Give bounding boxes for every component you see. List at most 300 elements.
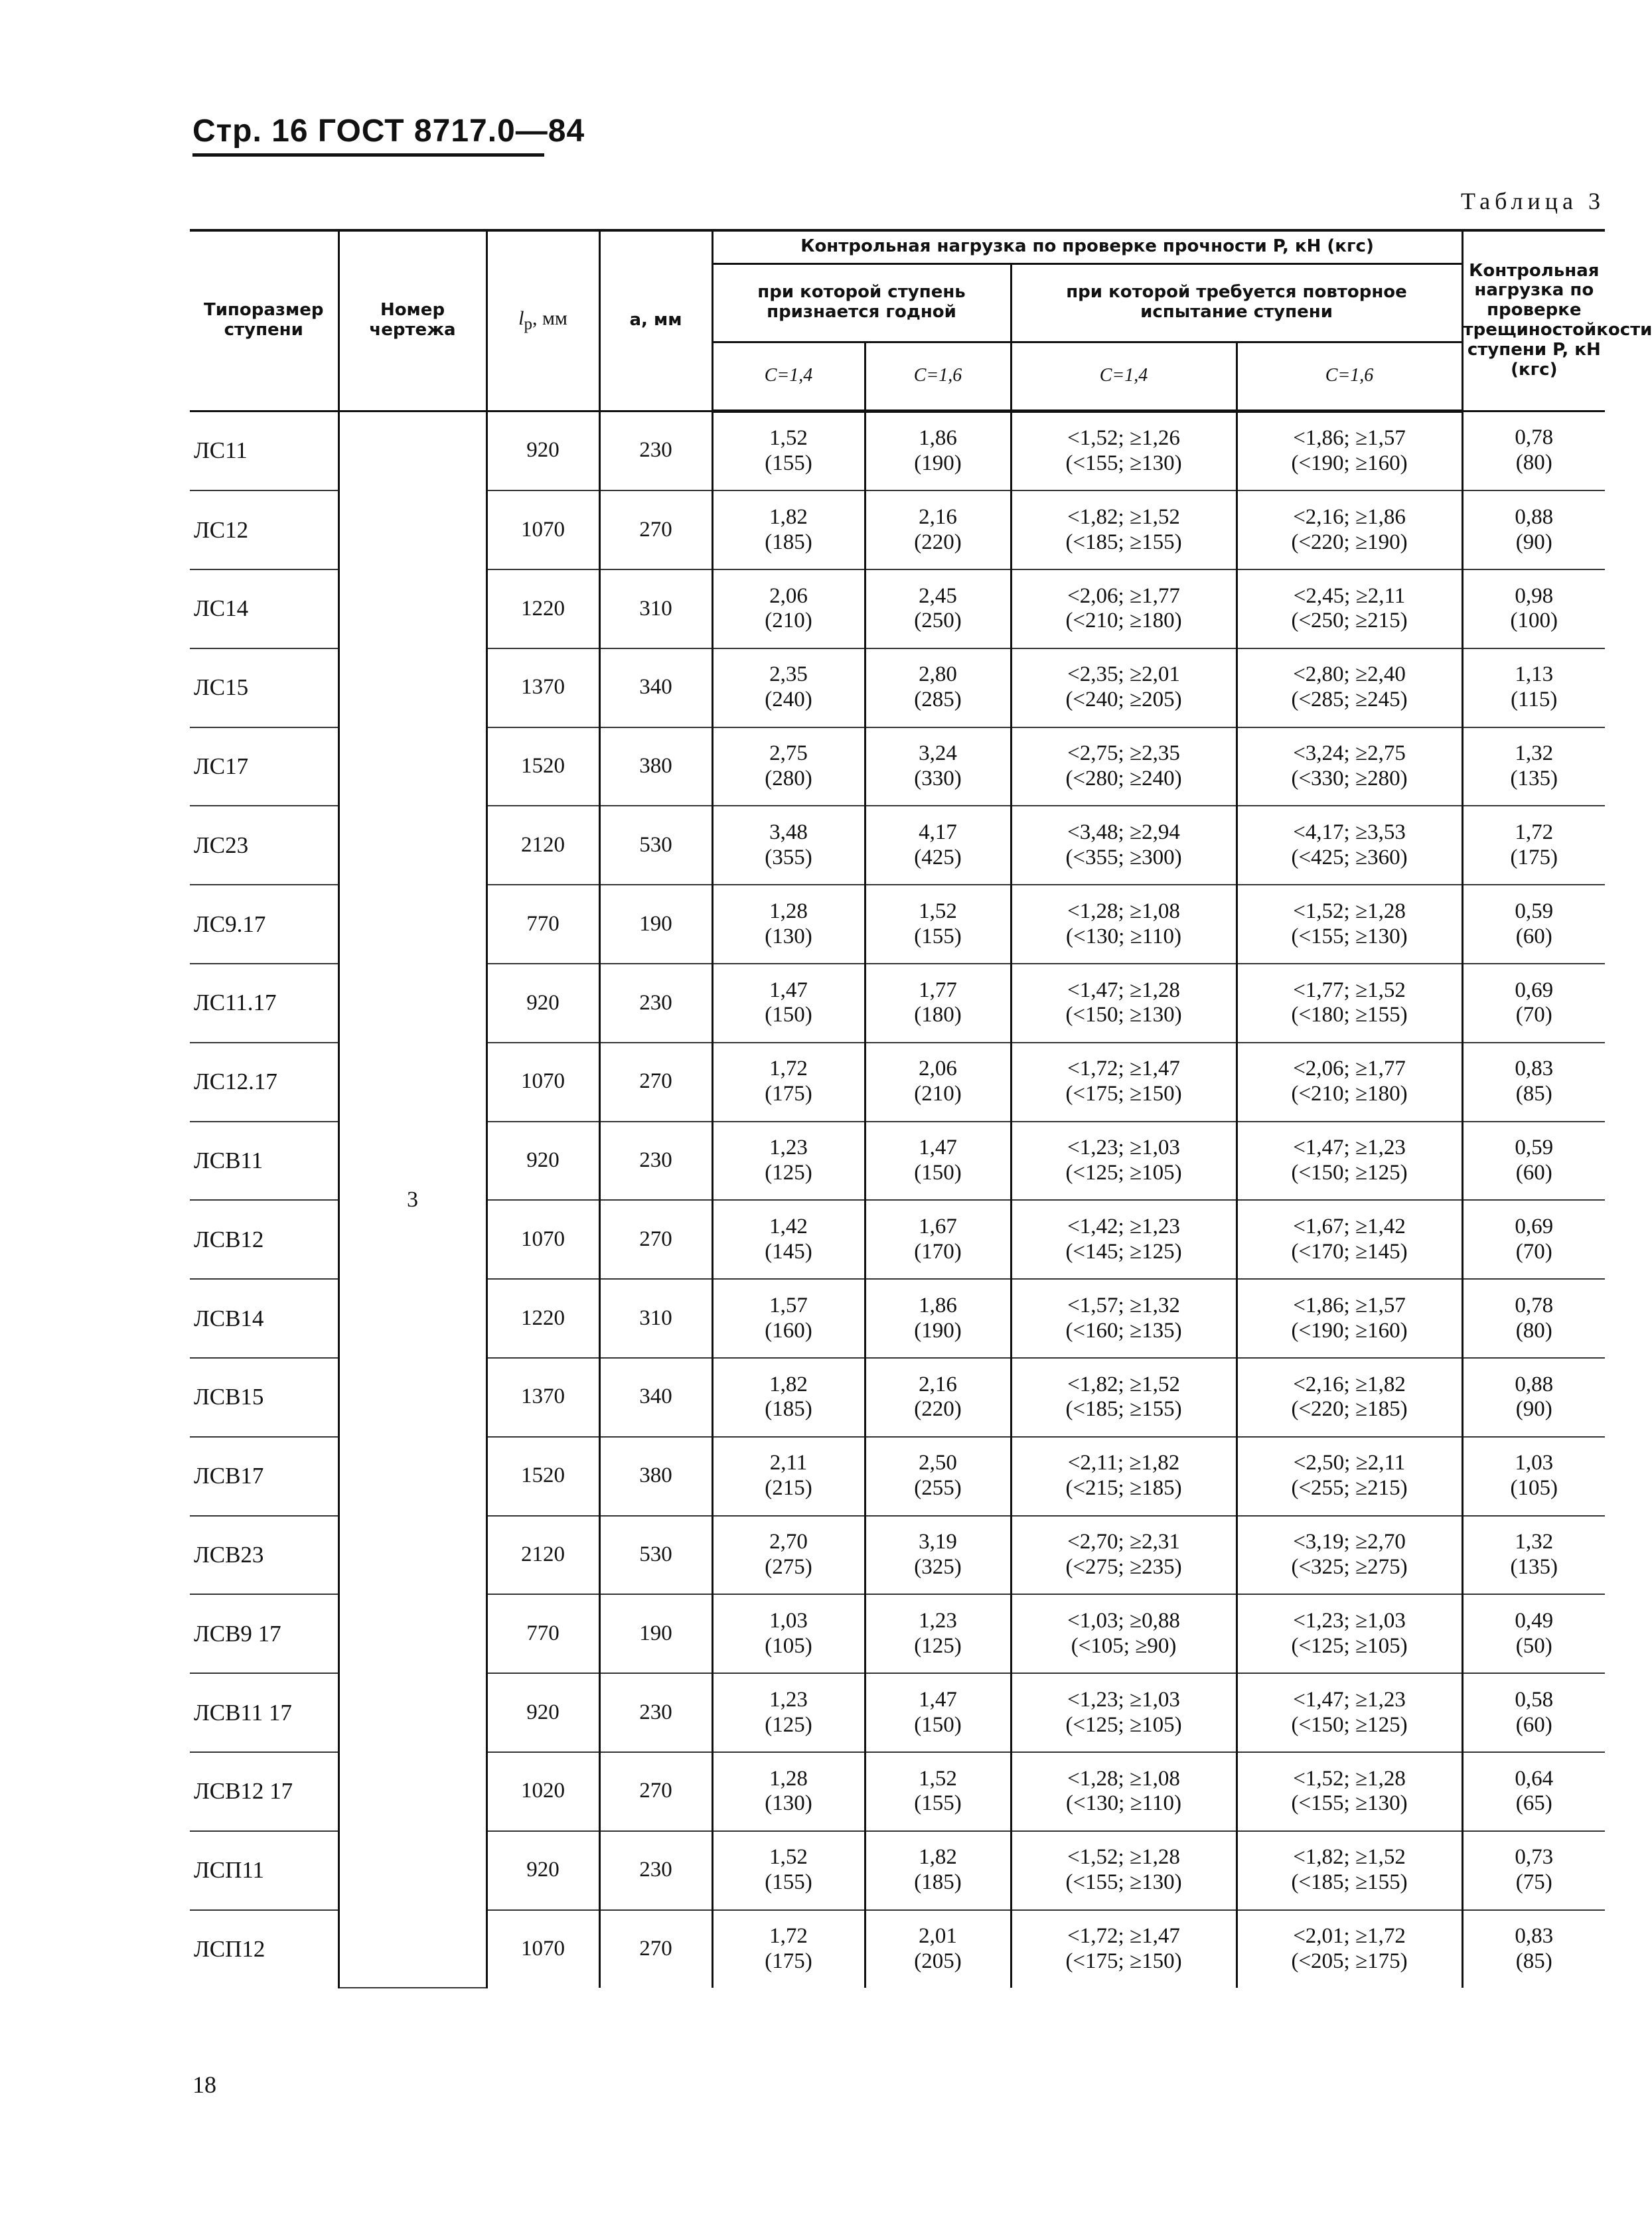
value-kn: <2,16; ≥1,82 <box>1293 1372 1406 1396</box>
value-kn: 1,52 <box>919 899 957 923</box>
cell-retest-c16 <box>1237 1673 1462 1752</box>
page-number: 18 <box>192 2071 216 2098</box>
cell-lp: 1070 <box>487 1200 599 1279</box>
value-kgf: (130) <box>765 1791 812 1816</box>
cell-fit-c16 <box>865 411 1011 490</box>
cell-size: ЛСВ9 17 <box>190 1594 338 1673</box>
cell-a: 380 <box>599 727 712 806</box>
load-table <box>190 229 1652 1988</box>
cell-size: ЛСП12 <box>194 1935 265 1962</box>
value-kgf: (185) <box>765 530 812 554</box>
cell-size: ЛСВ17 <box>190 1437 338 1516</box>
cell-fit-c14 <box>712 1358 865 1437</box>
value-kn: 1,57 <box>769 1293 808 1317</box>
value-kn: <1,72; ≥1,47 <box>1067 1924 1180 1949</box>
cell-fit-c14 <box>712 569 865 648</box>
value-kn: 1,52 <box>919 1766 957 1791</box>
value-kgf: (150) <box>914 1161 962 1185</box>
cell-size: ЛСП11 <box>190 1831 338 1910</box>
cell-fit-c14 <box>712 806 865 885</box>
cell-lp: 920 <box>487 1673 599 1752</box>
cell-a: 190 <box>599 885 712 964</box>
col-header-lp <box>487 230 599 411</box>
cell-fit-c16 <box>865 1516 1011 1595</box>
value-kn: 4,17 <box>919 820 957 844</box>
value-kgf: (<180; ≥155) <box>1291 1003 1408 1027</box>
value-kn: <1,52; ≥1,28 <box>1293 1766 1406 1791</box>
value-kn: 0,83 <box>1515 1057 1554 1081</box>
cell-lp: 1520 <box>487 727 599 806</box>
cell-fit-c14 <box>712 1437 865 1516</box>
value-kgf: (<190; ≥160) <box>1291 1318 1408 1343</box>
cell-size: ЛС11.17 <box>190 964 338 1043</box>
cell-retest-c14 <box>1011 1200 1237 1279</box>
page-header <box>192 113 585 157</box>
cell-lp: 1070 <box>487 1910 599 1988</box>
cell-size: ЛС12 <box>190 490 338 569</box>
cell-lp: 1020 <box>487 1752 599 1831</box>
cell-fit-c16 <box>865 1122 1011 1201</box>
value-kn: 1,67 <box>919 1214 957 1238</box>
cell-fit-c14 <box>712 1279 865 1358</box>
value-kgf: (155) <box>765 451 812 475</box>
cell-fit-c14 <box>712 1673 865 1752</box>
value-kn: <2,70; ≥2,31 <box>1067 1530 1180 1554</box>
value-kgf: (<275; ≥235) <box>1065 1555 1182 1580</box>
cell-lp: 1070 <box>487 1043 599 1122</box>
value-kgf: (<210; ≥180) <box>1291 1082 1408 1106</box>
cell-lp: 770 <box>487 885 599 964</box>
value-kn: 0,58 <box>1515 1687 1554 1712</box>
value-kn: 2,01 <box>919 1924 957 1949</box>
value-kgf: (<150; ≥130) <box>1065 1003 1182 1027</box>
value-kn: <2,75; ≥2,35 <box>1067 741 1180 766</box>
cell-retest-c14 <box>1011 1043 1237 1122</box>
value-kgf: (<160; ≥135) <box>1065 1318 1182 1343</box>
cell-fit-c16 <box>865 727 1011 806</box>
value-kgf: (<285; ≥245) <box>1291 688 1408 712</box>
cell-a: 270 <box>599 490 712 569</box>
cell-lp: 770 <box>487 1594 599 1673</box>
value-kn: <3,48; ≥2,94 <box>1067 820 1180 844</box>
cell-crack-load <box>1462 1594 1605 1673</box>
value-kn: 0,83 <box>1515 1924 1554 1949</box>
value-kn: <1,82; ≥1,52 <box>1067 1372 1180 1396</box>
value-kn: <2,11; ≥1,82 <box>1067 1451 1180 1475</box>
value-kgf: (<325; ≥275) <box>1291 1555 1408 1580</box>
value-kn: <2,45; ≥2,11 <box>1293 583 1406 608</box>
col-header-retest-c14: C=1,4 <box>1011 342 1237 411</box>
header-rule <box>192 153 544 157</box>
cell-retest-c14 <box>1011 411 1237 490</box>
cell-retest-c16 <box>1237 490 1462 569</box>
cell-retest-c16 <box>1237 885 1462 964</box>
cell-size: ЛС15 <box>190 648 338 727</box>
value-kgf: (205) <box>914 1949 962 1974</box>
cell-retest-c16 <box>1237 1516 1462 1595</box>
cell-fit-c14 <box>712 964 865 1043</box>
value-kn: 1,03 <box>1515 1451 1554 1475</box>
lp-symbol: l <box>518 307 524 329</box>
value-kn: 1,86 <box>919 425 957 450</box>
cell-fit-c14 <box>712 490 865 569</box>
value-kn: 0,78 <box>1515 1293 1554 1317</box>
col-header-retest-c16: C=1,6 <box>1237 342 1462 411</box>
cell-fit-c16 <box>865 648 1011 727</box>
cell-a: 340 <box>599 648 712 727</box>
value-kgf: (<155; ≥130) <box>1291 924 1408 948</box>
cell-retest-c16 <box>1237 411 1462 490</box>
cell-fit-c16 <box>865 806 1011 885</box>
value-kgf: (355) <box>765 845 812 869</box>
col-header-crack-load: Контрольная нагрузка по проверке трещиностойкости ступени P, кН (кгс) <box>1462 230 1605 411</box>
value-kgf: (150) <box>765 1003 812 1027</box>
value-kgf: (240) <box>765 688 812 712</box>
value-kn: <1,52; ≥1,28 <box>1293 899 1406 923</box>
cell-crack-load <box>1462 1831 1605 1910</box>
cell-crack-load <box>1462 490 1605 569</box>
cell-a: 270 <box>599 1200 712 1279</box>
value-kgf: (65) <box>1515 1791 1552 1816</box>
cell-a: 230 <box>599 1122 712 1201</box>
table-row <box>190 411 1605 490</box>
value-kgf: (<185; ≥155) <box>1291 1870 1408 1895</box>
value-kn: 1,72 <box>1515 820 1554 844</box>
cell-a: 230 <box>599 1831 712 1910</box>
cell-size: ЛСВ12 17 <box>190 1752 338 1831</box>
cell-retest-c16 <box>1237 569 1462 648</box>
cell-retest-c16 <box>1237 1831 1462 1910</box>
cell-lp: 1370 <box>487 648 599 727</box>
cell-fit-c14 <box>712 1516 865 1595</box>
value-kgf: (85) <box>1515 1949 1552 1974</box>
value-kgf: (150) <box>914 1712 962 1737</box>
value-kn: <1,42; ≥1,23 <box>1067 1214 1180 1238</box>
cell-crack-load <box>1462 1279 1605 1358</box>
value-kgf: (60) <box>1515 1712 1552 1737</box>
cell-crack-load <box>1462 1752 1605 1831</box>
value-kgf: (175) <box>1510 845 1558 869</box>
value-kn: <1,86; ≥1,57 <box>1293 1293 1406 1317</box>
cell-fit-c14 <box>712 411 865 490</box>
value-kgf: (<150; ≥125) <box>1291 1712 1408 1737</box>
value-kn: 0,59 <box>1515 899 1554 923</box>
cell-size: ЛС14 <box>190 569 338 648</box>
value-kgf: (255) <box>914 1476 962 1501</box>
cell-retest-c14 <box>1011 1437 1237 1516</box>
cell-retest-c14 <box>1011 1279 1237 1358</box>
value-kn: <2,16; ≥1,86 <box>1293 504 1406 529</box>
value-kgf: (<215; ≥185) <box>1065 1476 1182 1501</box>
cell-retest-c16 <box>1237 648 1462 727</box>
cell-crack-load <box>1462 648 1605 727</box>
header-text: Стр. 16 ГОСТ 8717.0—84 <box>192 113 585 149</box>
value-kgf: (<105; ≥90) <box>1071 1633 1177 1658</box>
value-kgf: (70) <box>1515 1239 1552 1264</box>
lp-unit: , мм <box>532 307 567 329</box>
value-kn: 1,72 <box>769 1057 808 1081</box>
value-kgf: (<210; ≥180) <box>1065 609 1182 633</box>
cell-lp: 1220 <box>487 569 599 648</box>
cell-retest-c16 <box>1237 1200 1462 1279</box>
cell-retest-c16 <box>1237 1358 1462 1437</box>
value-kn: 0,78 <box>1515 425 1554 450</box>
value-kn: <1,72; ≥1,47 <box>1067 1057 1180 1081</box>
value-kgf: (105) <box>765 1633 812 1658</box>
value-kn: 2,11 <box>769 1451 808 1475</box>
value-kn: 1,32 <box>1515 741 1554 766</box>
value-kgf: (<220; ≥185) <box>1291 1397 1408 1422</box>
value-kgf: (<255; ≥215) <box>1291 1476 1408 1501</box>
value-kgf: (280) <box>765 767 812 791</box>
value-kn: <1,47; ≥1,23 <box>1293 1136 1406 1160</box>
cell-retest-c14 <box>1011 490 1237 569</box>
value-kgf: (<130; ≥110) <box>1066 924 1181 948</box>
cell-fit-c16 <box>865 490 1011 569</box>
cell-retest-c14 <box>1011 806 1237 885</box>
value-kgf: (<125; ≥105) <box>1065 1161 1182 1185</box>
value-kn: 1,03 <box>769 1608 808 1633</box>
cell-fit-c14 <box>712 1043 865 1122</box>
value-kgf: (<190; ≥160) <box>1291 451 1408 475</box>
value-kgf: (<425; ≥360) <box>1291 845 1408 869</box>
value-kgf: (220) <box>914 530 962 554</box>
cell-a: 230 <box>599 411 712 490</box>
cell-a: 230 <box>599 964 712 1043</box>
cell-fit-c16 <box>865 1752 1011 1831</box>
cell-size: ЛСВ23 <box>190 1516 338 1595</box>
cell-retest-c14 <box>1011 1594 1237 1673</box>
value-kn: 0,64 <box>1515 1766 1554 1791</box>
cell-fit-c16 <box>865 885 1011 964</box>
cell-crack-load <box>1462 569 1605 648</box>
cell-retest-c14 <box>1011 1752 1237 1831</box>
value-kn: <3,24; ≥2,75 <box>1293 741 1406 766</box>
cell-lp: 920 <box>487 1122 599 1201</box>
value-kn: <2,06; ≥1,77 <box>1293 1057 1406 1081</box>
cell-retest-c14 <box>1011 569 1237 648</box>
value-kn: <1,28; ≥1,08 <box>1067 899 1180 923</box>
cell-retest-c14 <box>1011 648 1237 727</box>
value-kn: <1,67; ≥1,42 <box>1293 1214 1406 1238</box>
value-kn: <2,35; ≥2,01 <box>1067 662 1180 687</box>
cell-crack-load <box>1462 1673 1605 1752</box>
col-header-strength-group: Контрольная нагрузка по проверке прочности P, кН (кгс) <box>712 230 1462 263</box>
value-kgf: (<170; ≥145) <box>1291 1239 1408 1264</box>
col-header-retest: при которой требуется повторное испытание ступени <box>1011 263 1462 342</box>
cell-retest-c14 <box>1011 885 1237 964</box>
value-kgf: (<185; ≥155) <box>1065 530 1182 554</box>
value-kgf: (155) <box>914 1791 962 1816</box>
cell-retest-c16 <box>1237 1752 1462 1831</box>
cell-retest-c14 <box>1011 1910 1237 1988</box>
cell-retest-c16 <box>1237 1910 1462 1988</box>
cell-crack-load <box>1462 1516 1605 1595</box>
value-kgf: (125) <box>914 1633 962 1658</box>
cell-retest-c14 <box>1011 1516 1237 1595</box>
value-kn: <2,80; ≥2,40 <box>1293 662 1406 687</box>
value-kgf: (85) <box>1515 1082 1552 1106</box>
cell-size: ЛСВ11 17 <box>190 1673 338 1752</box>
cell-fit-c14 <box>712 1752 865 1831</box>
col-header-size: Типоразмер ступени <box>190 230 338 411</box>
cell-lp: 1220 <box>487 1279 599 1358</box>
cell-retest-c16 <box>1237 727 1462 806</box>
value-kgf: (<240; ≥205) <box>1065 688 1182 712</box>
cell-lp: 2120 <box>487 1516 599 1595</box>
cell-fit-c14 <box>712 1594 865 1673</box>
cell-retest-c14 <box>1011 727 1237 806</box>
value-kgf: (185) <box>765 1397 812 1422</box>
cell-crack-load <box>1462 411 1605 490</box>
value-kn: 2,75 <box>769 741 808 766</box>
value-kgf: (100) <box>1510 609 1558 633</box>
cell-lp: 920 <box>487 1831 599 1910</box>
cell-retest-c14 <box>1011 1358 1237 1437</box>
cell-crack-load <box>1462 1910 1605 1988</box>
cell-crack-load <box>1462 964 1605 1043</box>
value-kn: 0,69 <box>1515 1214 1554 1238</box>
value-kgf: (<205; ≥175) <box>1291 1949 1408 1974</box>
value-kgf: (90) <box>1515 530 1552 554</box>
value-kgf: (125) <box>765 1161 812 1185</box>
cell-fit-c16 <box>865 1200 1011 1279</box>
value-kgf: (<155; ≥130) <box>1065 1870 1182 1895</box>
value-kgf: (170) <box>914 1239 962 1264</box>
value-kgf: (285) <box>914 688 962 712</box>
value-kn: <1,82; ≥1,52 <box>1293 1845 1406 1870</box>
value-kgf: (325) <box>914 1555 962 1580</box>
value-kn: <2,01; ≥1,72 <box>1293 1924 1406 1949</box>
value-kn: <1,52; ≥1,28 <box>1067 1845 1180 1870</box>
value-kgf: (125) <box>765 1712 812 1737</box>
value-kgf: (105) <box>1510 1476 1558 1501</box>
value-kn: 1,77 <box>919 978 957 1002</box>
table-title: Таблица 3 <box>1461 188 1605 214</box>
cell-size: ЛСВ12 <box>190 1200 338 1279</box>
value-kgf: (<155; ≥130) <box>1065 451 1182 475</box>
value-kgf: (135) <box>1510 1555 1558 1580</box>
lp-subscript: р <box>524 315 532 333</box>
value-kn: <1,52; ≥1,26 <box>1067 425 1180 450</box>
cell-retest-c16 <box>1237 1279 1462 1358</box>
value-kgf: (155) <box>914 924 962 948</box>
value-kgf: (130) <box>765 924 812 948</box>
value-kn: 1,23 <box>769 1136 808 1160</box>
value-kn: 1,23 <box>919 1608 957 1633</box>
value-kgf: (190) <box>914 451 962 475</box>
value-kn: 1,72 <box>769 1924 808 1949</box>
cell-size: ЛСВ15 <box>190 1358 338 1437</box>
cell-retest-c14 <box>1011 964 1237 1043</box>
value-kgf: (135) <box>1510 767 1558 791</box>
value-kn: 0,69 <box>1515 978 1554 1002</box>
value-kn: 0,49 <box>1515 1608 1554 1633</box>
cell-crack-load <box>1462 1358 1605 1437</box>
value-kgf: (<220; ≥190) <box>1291 530 1408 554</box>
cell-fit-c16 <box>865 1673 1011 1752</box>
value-kn: 1,42 <box>769 1214 808 1238</box>
value-kgf: (<280; ≥240) <box>1065 767 1182 791</box>
value-kn: 1,86 <box>919 1293 957 1317</box>
cell-fit-c14 <box>712 727 865 806</box>
cell-fit-c16 <box>865 1043 1011 1122</box>
cell-crack-load <box>1462 727 1605 806</box>
col-header-fit-c14: C=1,4 <box>712 342 865 411</box>
value-kn: 1,47 <box>919 1687 957 1712</box>
value-kgf: (425) <box>914 845 962 869</box>
cell-crack-load <box>1462 1043 1605 1122</box>
cell-fit-c16 <box>865 1831 1011 1910</box>
value-kn: 0,98 <box>1515 583 1554 608</box>
value-kn: 1,32 <box>1515 1530 1554 1554</box>
cell-lp: 1370 <box>487 1358 599 1437</box>
value-kn: <2,50; ≥2,11 <box>1293 1451 1406 1475</box>
value-kn: 2,06 <box>769 583 808 608</box>
value-kn: <1,86; ≥1,57 <box>1293 425 1406 450</box>
cell-fit-c14 <box>712 1910 865 1988</box>
cell-a: 340 <box>599 1358 712 1437</box>
cell-fit-c16 <box>865 1910 1011 1988</box>
value-kgf: (250) <box>914 609 962 633</box>
value-kgf: (<250; ≥215) <box>1291 609 1408 633</box>
value-kn: 1,28 <box>769 1766 808 1791</box>
value-kn: 2,16 <box>919 1372 957 1396</box>
value-kgf: (<330; ≥280) <box>1291 767 1408 791</box>
cell-lp: 920 <box>487 964 599 1043</box>
value-kn: 2,06 <box>919 1057 957 1081</box>
cell-retest-c16 <box>1237 1043 1462 1122</box>
cell-size: ЛС9.17 <box>190 885 338 964</box>
value-kgf: (210) <box>765 609 812 633</box>
value-kn: 1,23 <box>769 1687 808 1712</box>
value-kgf: (210) <box>914 1082 962 1106</box>
cell-fit-c16 <box>865 964 1011 1043</box>
value-kn: <1,57; ≥1,32 <box>1067 1293 1180 1317</box>
value-kn: 1,47 <box>769 978 808 1002</box>
value-kgf: (180) <box>914 1003 962 1027</box>
cell-crack-load <box>1462 1122 1605 1201</box>
value-kgf: (75) <box>1515 1870 1552 1895</box>
value-kn: 0,59 <box>1515 1136 1554 1160</box>
value-kn: 1,47 <box>919 1136 957 1160</box>
cell-lp: 920 <box>487 411 599 490</box>
cell-fit-c16 <box>865 1594 1011 1673</box>
value-kn: 2,50 <box>919 1451 957 1475</box>
cell-fit-c14 <box>712 1122 865 1201</box>
cell-retest-c14 <box>1011 1831 1237 1910</box>
col-header-fit-c16: C=1,6 <box>865 342 1011 411</box>
cell-a: 530 <box>599 1516 712 1595</box>
cell-a: 270 <box>599 1043 712 1122</box>
value-kgf: (215) <box>765 1476 812 1501</box>
value-kn: <1,77; ≥1,52 <box>1293 978 1406 1002</box>
value-kgf: (275) <box>765 1555 812 1580</box>
value-kgf: (<175; ≥150) <box>1065 1949 1182 1974</box>
cell-size: ЛС12.17 <box>190 1043 338 1122</box>
cell-retest-c16 <box>1237 964 1462 1043</box>
table-body <box>190 411 1605 1988</box>
value-kn: <1,23; ≥1,03 <box>1067 1687 1180 1712</box>
value-kn: 2,45 <box>919 583 957 608</box>
value-kn: <1,23; ≥1,03 <box>1067 1136 1180 1160</box>
cell-crack-load <box>1462 1437 1605 1516</box>
cell-a: 310 <box>599 569 712 648</box>
value-kgf: (330) <box>914 767 962 791</box>
value-kgf: (185) <box>914 1870 962 1895</box>
value-kn: 3,48 <box>769 820 808 844</box>
cell-fit-c16 <box>865 1279 1011 1358</box>
